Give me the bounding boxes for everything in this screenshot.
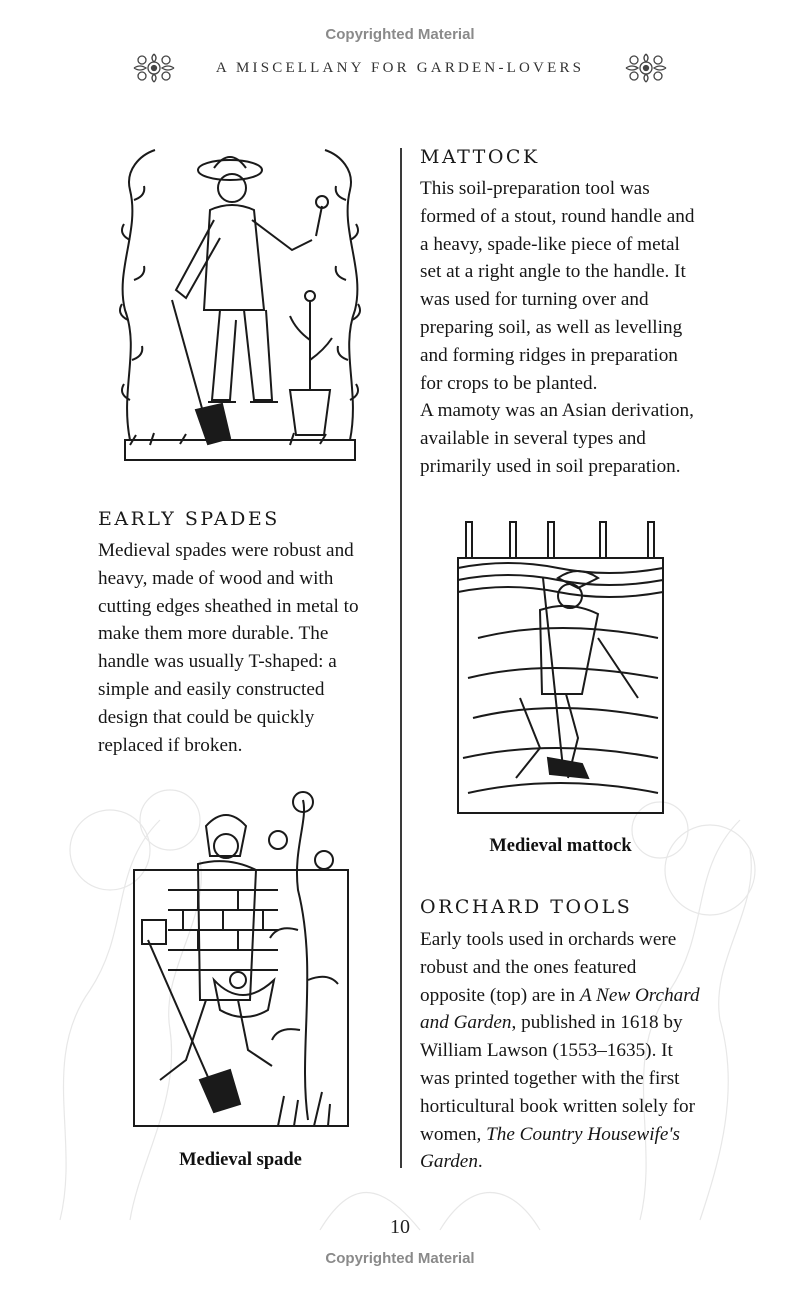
spade-caption: Medieval spade: [179, 1150, 302, 1170]
mattock-paragraph-2: A mamoty was an Asian derivation, available in several types and primarily used in soil preparation.: [420, 400, 694, 477]
mattock-paragraph-1: This soil-preparation tool was formed of a stout, round handle and a heavy, spade-like piece of metal set at a right angle to the handle. It was used for turning over and preparing soil, as well as levelling and forming ridges in preparation for crops to be planted.: [420, 178, 695, 394]
gardener-engraving: [110, 140, 370, 470]
mattock-heading: MATTOCK: [420, 146, 540, 168]
page-number: 10: [390, 1216, 410, 1238]
column-divider: [400, 148, 402, 1168]
orchard-text-2: , published in 1618 by William Lawson (1553–1635). It was printed together with the first horticultural book written solely for women,: [420, 1012, 695, 1145]
running-head: [130, 50, 670, 86]
orchard-text-1: Early tools used in orchards were robust and the ones featured opposite (top) are in: [420, 929, 677, 1006]
copyright-watermark-top: Copyrighted Material: [325, 26, 475, 43]
copyright-watermark-bottom: Copyrighted Material: [325, 1250, 475, 1267]
orchard-book-title-2: The Country Housewife's Garden: [420, 1123, 680, 1173]
orchard-tools-heading: ORCHARD TOOLS: [420, 896, 633, 918]
floral-ornament-left-icon: [130, 50, 178, 86]
early-spades-heading: EARLY SPADES: [98, 508, 280, 530]
orchard-book-title-1: A New Orchard and Garden: [420, 984, 700, 1034]
spade-woodcut: [128, 790, 353, 1130]
early-spades-paragraph: Medieval spades were robust and heavy, made of wood and with cutting edges sheathed in metal to make them more durable. The handle was usually T-shaped: a simple and easily constructed design that could be quickly replaced if broken.: [98, 540, 359, 756]
floral-ornament-right-icon: [622, 50, 670, 86]
orchard-tools-paragraph: [420, 926, 705, 1176]
running-head-title: A MISCELLANY FOR GARDEN-LOVERS: [215, 59, 585, 76]
orchard-text-3: .: [477, 1151, 483, 1173]
mattock-woodcut: [448, 518, 673, 818]
mattock-caption: Medieval mattock: [489, 836, 632, 856]
